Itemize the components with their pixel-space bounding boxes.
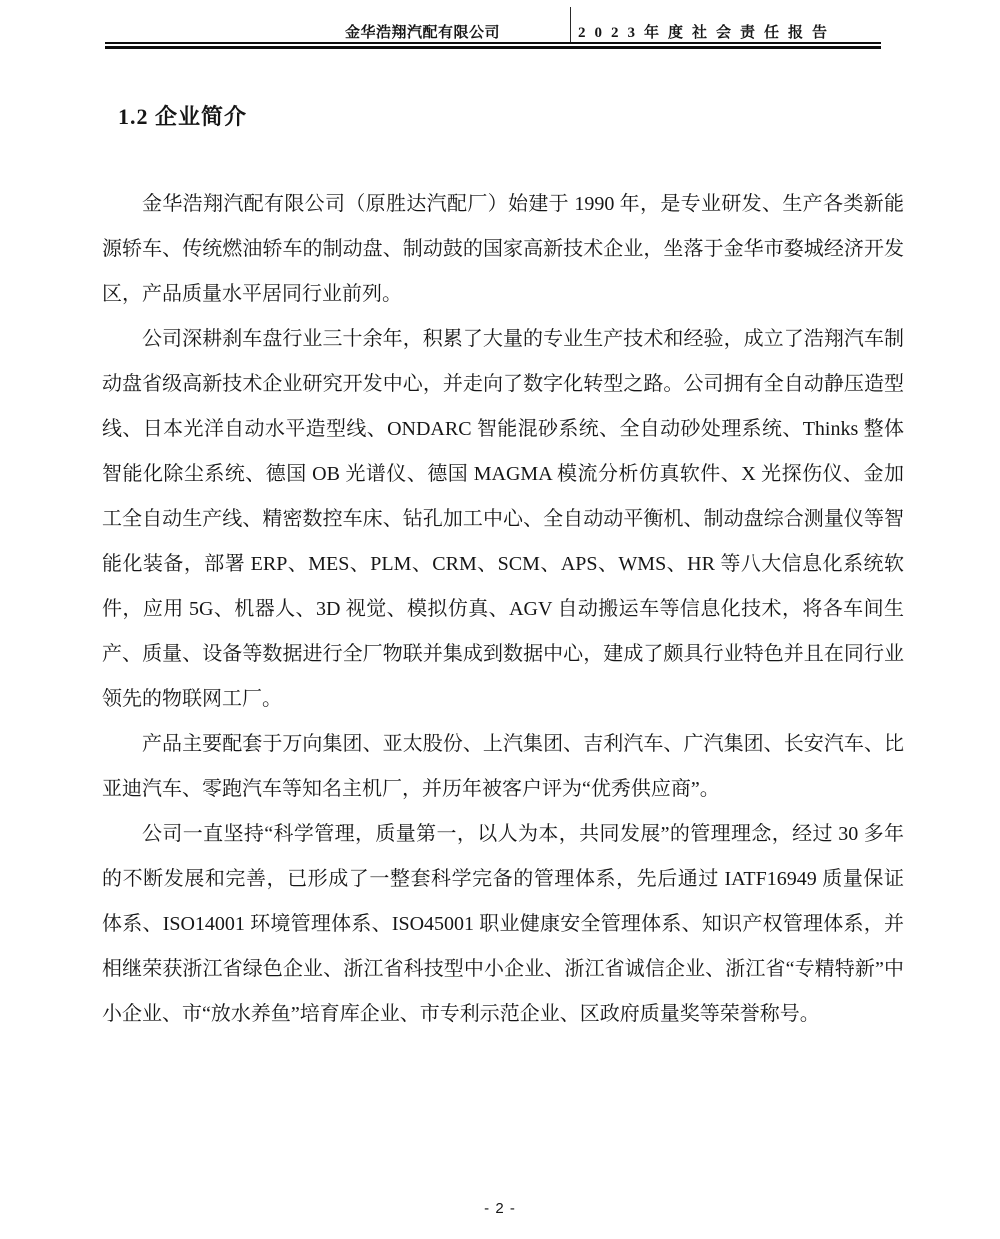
header-double-rule	[105, 42, 881, 49]
paragraph: 金华浩翔汽配有限公司（原胜达汽配厂）始建于 1990 年，是专业研发、生产各类新能源轿车、传统燃油轿车的制动盘、制动鼓的国家高新技术企业，坐落于金华市婺城经济开发区，产品质量水平居同行业前列。	[102, 193, 904, 305]
section-heading: 1.2 企业简介	[118, 104, 248, 129]
body-paragraphs	[102, 182, 904, 1037]
paragraph: 公司一直坚持“科学管理，质量第一，以人为本，共同发展”的管理理念，经过 30 多年的不断发展和完善，已形成了一整套科学完备的管理体系，先后通过 IATF16949 质量保证体系、ISO14001 环境管理体系、ISO45001 职业健康安全管理体系、知识产权管理体系，并相继荣获浙江省绿色企业、浙江省科技型中小企业、浙江省诚信企业、浙江省“专精特新”中小企业、市“放水养鱼”培育库企业、市专利示范企业、区政府质量奖等荣誉称号。	[102, 823, 904, 1025]
paragraph: 公司深耕刹车盘行业三十余年，积累了大量的专业生产技术和经验，成立了浩翔汽车制动盘省级高新技术企业研究开发中心，并走向了数字化转型之路。公司拥有全自动静压造型线、日本光洋自动水平造型线、ONDARC 智能混砂系统、全自动砂处理系统、Thinks 整体智能化除尘系统、德国 OB 光谱仪、德国 MAGMA 模流分析仿真软件、X 光探伤仪、金加工全自动生产线、精密数控车床、钻孔加工中心、全自动动平衡机、制动盘综合测量仪等智能化装备，部署 ERP、MES、PLM、CRM、SCM、APS、WMS、HR 等八大信息化系统软件，应用 5G、机器人、3D 视觉、模拟仿真、AGV 自动搬运车等信息化技术，将各车间生产、质量、设备等数据进行全厂物联并集成到数据中心，建成了颇具行业特色并且在同行业领先的物联网工厂。	[102, 328, 904, 710]
header-report-title: 2023年度社会责任报告	[578, 25, 837, 41]
header-divider-line	[570, 7, 571, 43]
paragraph: 产品主要配套于万向集团、亚太股份、上汽集团、吉利汽车、广汽集团、长安汽车、比亚迪汽车、零跑汽车等知名主机厂，并历年被客户评为“优秀供应商”。	[102, 733, 904, 800]
footer-page-number: - 2 -	[484, 1200, 516, 1217]
header-company-name: 金华浩翔汽配有限公司	[345, 25, 501, 41]
